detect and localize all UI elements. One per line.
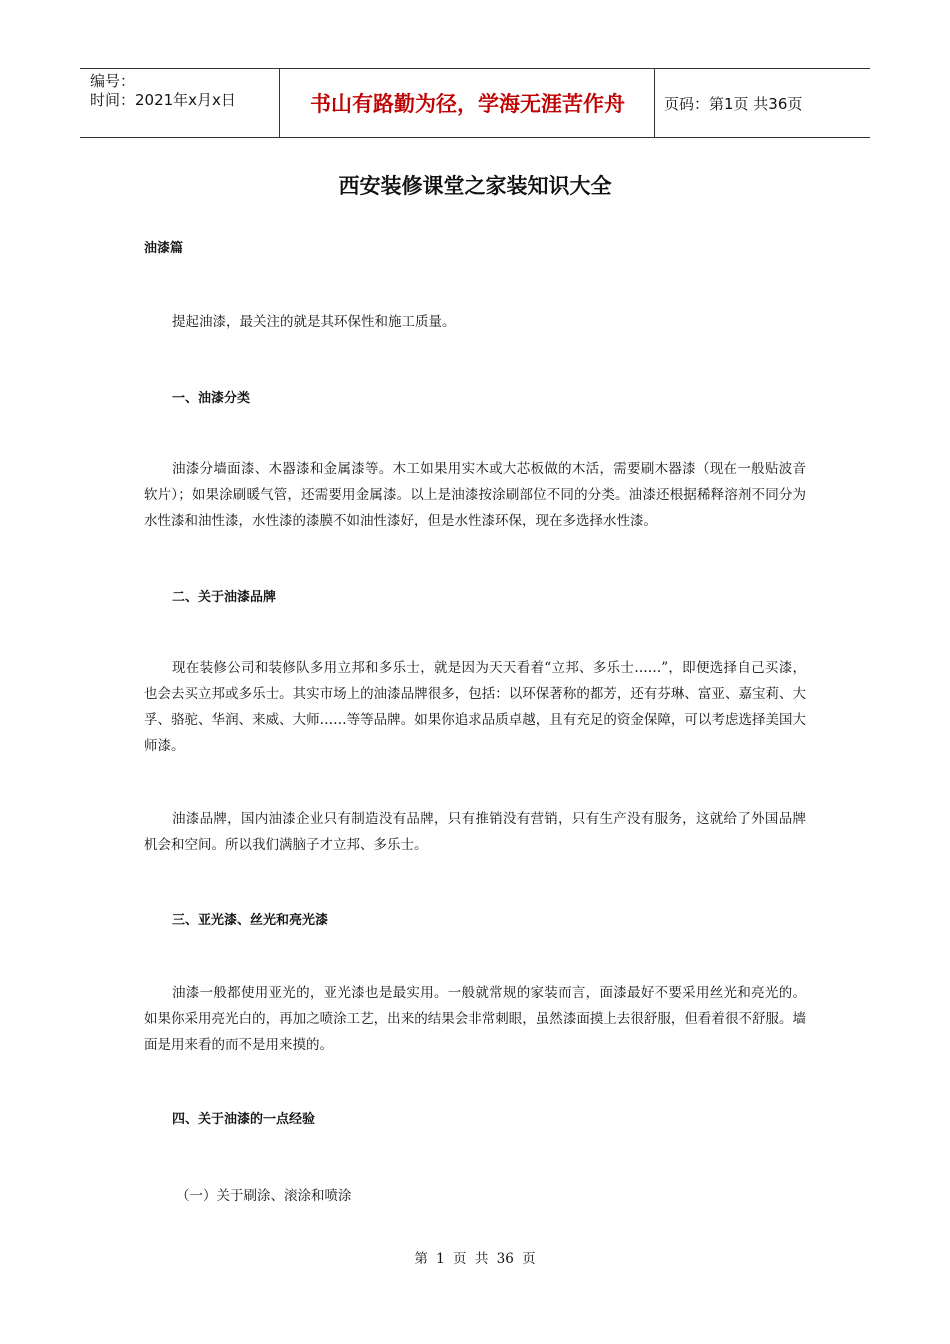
paragraph-paint-categories: 油漆分墙面漆、木器漆和金属漆等。木工如果用实木或大芯板做的木活，需要刷木器漆（现在一般贴波音软片）；如果涂刷暖气管，还需要用金属漆。以上是油漆按涂刷部位不同的分类。油漆还根据稀释溶剂不同分为水性漆和油性漆，水性漆的漆膜不如油性漆好，但是水性漆环保，现在多选择水性漆。	[144, 461, 806, 529]
document-title: 西安装修课堂之家装知识大全	[338, 174, 612, 198]
time-label: 时间：2021年x月x日	[90, 91, 236, 109]
page-footer: 第 1 页 共 36 页	[414, 1251, 536, 1267]
page-header	[80, 68, 870, 138]
subheading-application-methods: （一）关于刷涂、滚涂和喷涂	[176, 1188, 352, 1204]
number-label: 编号：	[90, 72, 136, 90]
heading-paint-brands: 二、关于油漆品牌	[172, 590, 277, 605]
paragraph-brand-market: 油漆品牌，国内油漆企业只有制造没有品牌，只有推销没有营销，只有生产没有服务，这就给了外国品牌机会和空间。所以我们满脑子才立邦、多乐士。	[144, 811, 806, 853]
paragraph-gloss-types: 油漆一般都使用亚光的，亚光漆也是最实用。一般就常规的家装而言，面漆最好不要采用丝光和亮光的。如果你采用亮光白的，再加之喷涂工艺，出来的结果会非常刺眼，虽然漆面摸上去很舒服，但看着很不舒服。墙面是用来看的而不是用来摸的。	[144, 985, 806, 1053]
header-meta	[80, 69, 280, 137]
header-motto: 书山有路勤为径，学海无涯苦作舟	[281, 69, 655, 137]
heading-paint-categories: 一、油漆分类	[172, 391, 251, 406]
paragraph-paint-brands: 现在装修公司和装修队多用立邦和多乐士，就是因为天天看着“立邦、多乐士……”，即便选择自己买漆，也会去买立邦或多乐士。其实市场上的油漆品牌很多，包括：以环保著称的都芳，还有芬琳、富亚、嘉宝莉、大孚、骆驼、华润、来威、大师……等等品牌。如果你追求品质卓越，且有充足的资金保障，可以考虑选择美国大师漆。	[144, 660, 806, 754]
header-page-info: 页码：第1页 共36页	[664, 94, 803, 113]
heading-gloss-types: 三、亚光漆、丝光和亮光漆	[172, 913, 329, 928]
section-oil-heading: 油漆篇	[144, 241, 184, 256]
heading-paint-experience: 四、关于油漆的一点经验	[172, 1112, 316, 1127]
intro-paragraph: 提起油漆，最关注的就是其环保性和施工质量。	[172, 314, 456, 330]
